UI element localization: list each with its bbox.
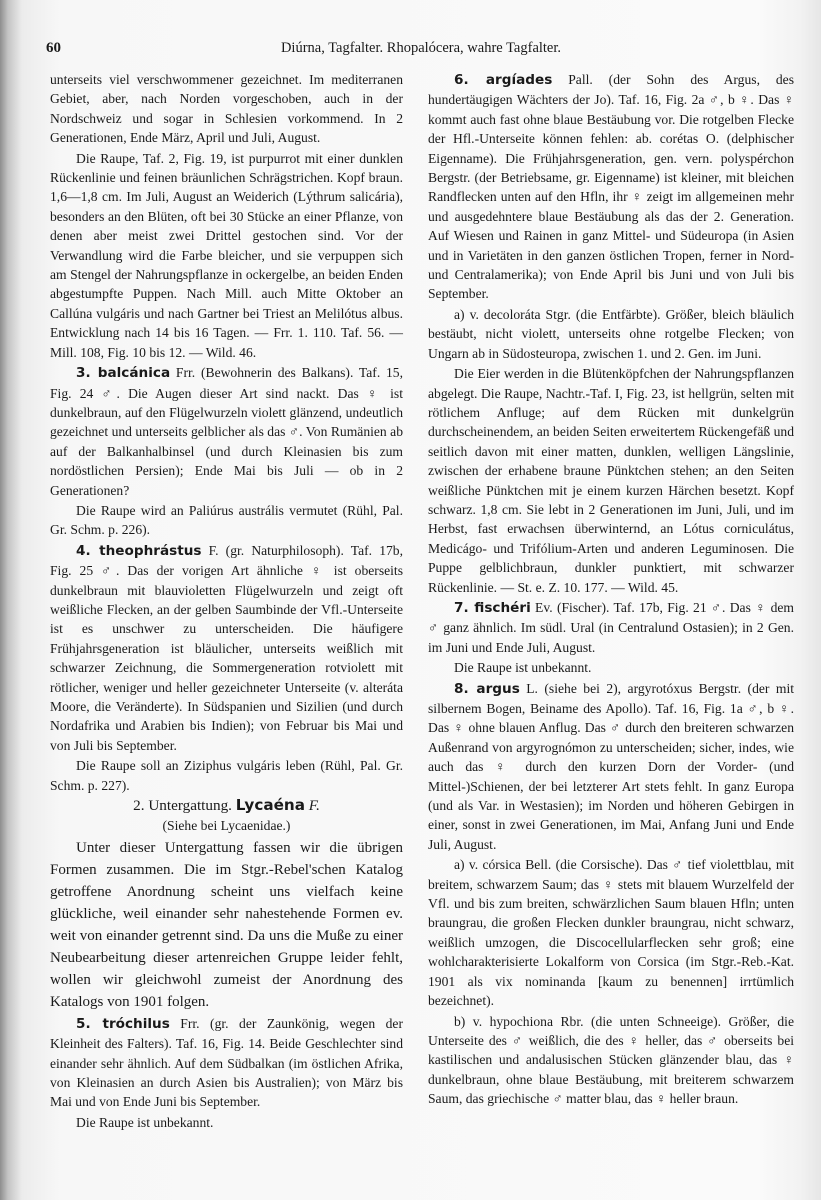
paragraph: Die Raupe, Taf. 2, Fig. 19, ist purpurrot mit einer dunklen Rückenlinie und feinen bräunlichen Schrägstrichen. Kopf braun. 1,6—1,8 cm. Im Juli, August an Weiderich (Lýthrum salicária), besonders an den Blüten, oft bei 30 Stücke an einer Pflanze, von denen aber meist zwei Drittel gestochen sind. Vor der Verwandlung wird die Farbe bleicher, und sie verpuppen sich am Stengel der Nahrungspflanze in ockergelbe, an beiden Enden abgestumpfte Puppen. Nach Mill. auch Mitte Oktober an Callúna vulgáris und nach Gartner bei Triest an Melilótus albus. Entwicklung nach 14 bis 16 Tagen. — Frr. 1. 110. Taf. 56. — Mill. 108, Fig. 10 bis 12. — Wild. 46. <box>50 150 403 360</box>
species-entry <box>428 70 794 304</box>
section-heading <box>50 796 403 815</box>
species-text: F. (gr. Naturphilosoph). Taf. 17b, Fig. 25 ♂. Das der vorigen Art ähnliche ♀ ist oberseits dunkelbraun mit blauvioletten Flügelwurzeln und zeigt oft weißliche Flecken, an der gelben Saumbinde der Vfl.-Unterseite ist es unschwer zu unterscheiden. Die häufigere Frühjahrsgeneration ist bläulicher, unterseits weißlich mit schwarzer Zeichnung, die Sommergeneration rotviolett mit rötlicher, weniger und heller gezeichneter Unterseite (v. alteráta Moore, die Veränderte). In Südspanien und Sizilien (und durch Nordafrika und Arabien bis Indien); von Februar bis Mai und von Juli bis September. <box>50 542 404 753</box>
species-text: Frr. (gr. der Zaunkönig, wegen der Kleinheit des Falters). Taf. 16, Fig. 14. Beide Geschlechter sind einander sehr ähnlich. Auf dem Südbalkan (im östlichen Afrika, von Kleinasien an durch Asien bis Australien); von März bis Mai und von Ende Juni bis September. <box>50 1015 403 1110</box>
species-text: Pall. (der Sohn des Argus, des hundertäugigen Wächters der Jo). Taf. 16, Fig. 2a ♂, b ♀. Das ♀ kommt auch fast ohne blaue Bestäubung vor. Die rotgelben Flecke der Hfl.-Unterseite können fehlen: ab. corétas O. (delphischer Eigenname). Die Frühjahrsgeneration, gen. vern. polyspérchon Bergstr. (der Betriebsame, gr. Eigenname) ist kleiner, mit bleichen Randflecken unten auf den Hfln, ihr ♀ zeigt im allgemeinen mehr und ausgedehntere blaue Bestäubung als das der 2. Generation. Auf Wiesen und Rainen in ganz Mittel- und Südeuropa (in Asien und in Varietäten in den ganzen östlichen Tropen, ferner in Nord- und Centralamerika); von Ende April bis Juni und von Juli bis September. <box>428 72 794 302</box>
species-name: 5. tróchilus <box>76 1015 170 1032</box>
section-subheading: (Siehe bei Lycaenidae.) <box>162 818 291 834</box>
paragraph: Die Eier werden in die Blütenköpfchen der Nahrungspflanzen abgelegt. Die Raupe, Nachtr.-Taf. I, Fig. 23, ist hellgrün, selten mit rötlichem Anfluge; auf dem Rücken mit dunkelgrün durchscheinendem, an beiden Seiten erweitertem Rückengefäß und seitlich davon mit einer matten, dunklen, welligen Längslinie, zwischen der erhabene braune Pünktchen stehen; an den Seiten weißliche Pünktchen mit je einem kurzen Härchen besetzt. Kopf schwarz. 1,8 cm. Sie lebt in 2 Generationen im Juni, Juli, und im Herbst, fast erwachsen überwinternd, an Lótus corniculátus, Medicágo- und Trifólium-Arten und anderen Leguminosen. Die Puppe gelblichbraun, dunkler punktiert, mit schwarzer Rückenlinie. — St. e. Z. 10. 177. — Wild. 45. <box>428 366 794 595</box>
species-name: 4. theophrástus <box>76 542 202 559</box>
page-number: 60 <box>46 40 61 56</box>
section-author: F. <box>308 797 320 815</box>
paragraph: unterseits viel verschwommener gezeichnet. Im mediterranen Gebiet, aber, nach Norden vorgeschoben, auch in der Nordschweiz und sogar in Schlesien vorkommend. In 2 Generationen, Ende März, April und Juli, August. <box>50 72 403 146</box>
paragraph: Die Raupe ist unbekannt. <box>76 1114 214 1130</box>
page-header <box>46 38 796 62</box>
paragraph: a) v. córsica Bell. (die Corsische). Das ♂ tief violettblau, mit breitem, schwarzem Saum; das ♀ stets mit blauem Wurzelfeld der Vfl. und bis zum breiten, schwärzlichen Saum blauen Hfln; unten braungrau, die großen Flecken dunkler braungrau, nicht schwarz, weißlich umzogen, die Discocellularflecken sehr groß; eine wohlcharakterisierte Lokalform von Corsica (im Stgr.-Reb.-Kat. 1901 als vix nominanda [kaum zu benennen] irrtümlich bezeichnet). <box>428 857 794 1009</box>
paragraph: a) v. decoloráta Stgr. (die Entfärbte). Größer, bleich bläulich bestäubt, nicht violett, unterseits ohne rotgelbe Flecken; von Ungarn ab in Südosteuropa, zwischen 1. und 2. Gen. im Juni. <box>428 306 794 361</box>
section-heading-prefix: 2. Untergattung. <box>133 797 232 815</box>
paragraph: b) v. hypochiona Rbr. (die unten Schneeige). Größer, die Unterseite des ♂ weißlich, die des ♀ heller, das ♂ oberseits bei kastilischen und andalusischen Stücken glänzender blau, das ♀ dunkelbraun, ohne blaue Bestäubung, mit breiterem schwarzem Saum, das griechische ♂ matter blau, das ♀ heller braun. <box>428 1013 794 1107</box>
species-entry <box>428 598 794 657</box>
section-genus: Lycaéna <box>235 796 305 815</box>
species-name: 7. fischéri <box>454 599 531 616</box>
species-entry <box>50 1014 403 1112</box>
species-name: 8. argus <box>454 680 520 697</box>
species-text: L. (siehe bei 2), argyrotóxus Bergstr. (der mit silbernem Bogen, Beiname des Apollo). Taf. 16, Fig. 1a ♂, b ♀. Das ♀ ohne blauen Anflug. Das ♂ durch den breiteren schwarzen Außenrand von argyrognómon zu unterscheiden; sicher, indes, wie auch das ♀ durch den kurzen Dorn der Vorder- (und Mittel-)Schienen, der bei letzterer Art stets fehlt. In ganz Europa (und als Var. in Westasien); im Norden und höheren Gebirgen in einer, sonst in zwei Generationen, im Mai, Anfang Juni und Ende Juli, August. <box>428 680 794 852</box>
species-entry <box>50 541 403 755</box>
left-column <box>50 70 403 1133</box>
species-name: 6. argíades <box>454 72 553 88</box>
paragraph: Die Raupe wird an Paliúrus austrális vermutet (Rühl, Pal. Gr. Schm. p. 226). <box>50 502 403 538</box>
species-entry <box>428 679 794 855</box>
right-column <box>428 70 794 1110</box>
species-entry <box>50 363 403 500</box>
running-title: Diúrna, Tagfalter. Rhopalócera, wahre Tagfalter. <box>280 40 562 56</box>
paragraph: Die Raupe soll an Ziziphus vulgáris leben (Rühl, Pal. Gr. Schm. p. 227). <box>50 758 403 793</box>
paragraph: Die Raupe ist unbekannt. <box>454 660 592 676</box>
species-name: 3. balcánica <box>76 365 171 382</box>
paragraph: Unter dieser Untergattung fassen wir die übrigen Formen zusammen. Die im Stgr.-Rebel'schen Katalog getroffene Anordnung scheint uns vielfach keine glückliche, weil einander sehr nahestehende Formen ev. weit von einander getrennt sind. Da uns die Muße zu einer Neubearbeitung dieser artenreichen Gruppe leider fehlt, wollen wir gleichwohl zumeist der Anordnung des Katalogs von 1901 folgen. <box>50 839 403 1010</box>
species-text: Frr. (Bewohnerin des Balkans). Taf. 15, Fig. 24 ♂. Die Augen dieser Art sind nackt. Das ♀ ist dunkelbraun, auf den Flügelwurzeln violett glänzend, undeutlich gezeichnet und unterseits gelblicher als das ♂. Von Rumänien ab auf der Balkanhalbinsel (und durch Kleinasien bis zum nordöstlichen Persien); Ende Mai bis Juli — ob in 2 Generationen? <box>50 365 404 498</box>
species-text: Ev. (Fischer). Taf. 17b, Fig. 21 ♂. Das ♀ dem ♂ ganz ähnlich. Im südl. Ural (in Centralund Ostasien); in 2 Gen. im Juni und Ende Juli, August. <box>428 599 794 655</box>
